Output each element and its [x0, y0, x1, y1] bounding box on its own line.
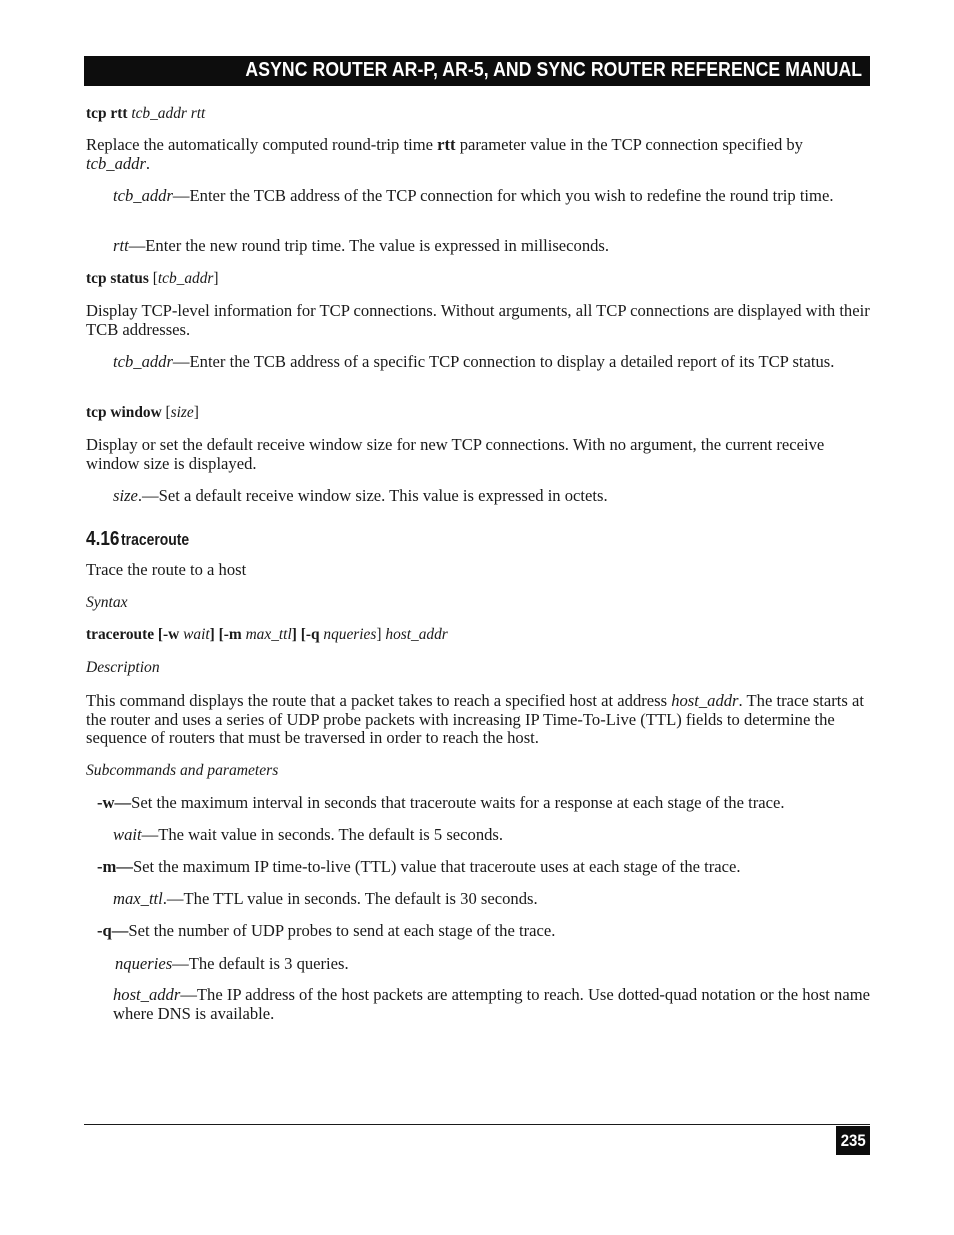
tcp-window-param-size: size.—Set a default receive window size. This value is expressed in octets.	[113, 486, 608, 505]
tcp-rtt-syntax: tcp rtt tcb_addr rtt	[86, 105, 206, 122]
section-number: 4.16	[86, 528, 120, 550]
param-nqueries: nqueries—The default is 3 queries.	[115, 954, 349, 973]
tcp-rtt-param-rtt: rtt—Enter the new round trip time. The value is expressed in milliseconds.	[113, 236, 610, 255]
param-max-ttl: max_ttl.—The TTL value in seconds. The default is 30 seconds.	[113, 889, 538, 908]
page-number: 235	[840, 1131, 866, 1150]
param-host-addr: host_addr—The IP address of the host packets are attempting to reach. Use dotted-quad notation or the host name where DNS is available.	[113, 985, 870, 1023]
header-bar	[84, 56, 870, 86]
tcp-status-syntax: tcp status [tcb_addr]	[86, 270, 219, 287]
traceroute-syntax: traceroute [-w wait] [-m max_ttl] [-q nqueries] host_addr	[86, 626, 448, 643]
tcp-status-param-tcb-addr: tcb_addr—Enter the TCB address of a specific TCP connection to display a detailed report of its TCP status.	[113, 352, 835, 371]
description-label: Description	[86, 659, 160, 676]
option-m: -m—Set the maximum IP time-to-live (TTL) value that traceroute uses at each stage of the trace.	[97, 857, 741, 876]
section-heading	[86, 524, 204, 552]
manual-title: ASYNC ROUTER AR-P, AR-5, AND SYNC ROUTER REFERENCE MANUAL	[245, 58, 862, 81]
page-number-box	[836, 1126, 870, 1155]
tcp-window-description: Display or set the default receive window size for new TCP connections. With no argument, the current receive window size is displayed.	[86, 435, 825, 473]
param-wait: wait—The wait value in seconds. The default is 5 seconds.	[113, 825, 504, 844]
option-w: -w—Set the maximum interval in seconds that traceroute waits for a response at each stage of the trace.	[97, 793, 785, 812]
section-title: traceroute	[120, 530, 190, 549]
tcp-status-description: Display TCP-level information for TCP connections. Without arguments, all TCP connections are displayed with their TCB addresses.	[86, 301, 870, 339]
option-q: -q—Set the number of UDP probes to send at each stage of the trace.	[97, 921, 556, 940]
tcp-rtt-param-tcb-addr: tcb_addr—Enter the TCB address of the TCP connection for which you wish to redefine the round trip time.	[113, 186, 834, 205]
tcp-window-syntax: tcp window [size]	[86, 404, 199, 421]
subcommands-label: Subcommands and parameters	[86, 762, 279, 779]
tcp-rtt-description: Replace the automatically computed round-trip time rtt parameter value in the TCP connection specified by tcb_addr.	[86, 135, 803, 173]
footer-rule	[84, 1124, 870, 1125]
traceroute-description: This command displays the route that a packet takes to reach a specified host at address host_addr. The trace starts at the router and uses a series of UDP probe packets with increasing IP Time-To-Live (TTL) fields to determine the sequence of routers that must be traversed in order to reach the host.	[86, 691, 864, 748]
syntax-label: Syntax	[86, 594, 128, 611]
traceroute-summary: Trace the route to a host	[86, 560, 247, 579]
